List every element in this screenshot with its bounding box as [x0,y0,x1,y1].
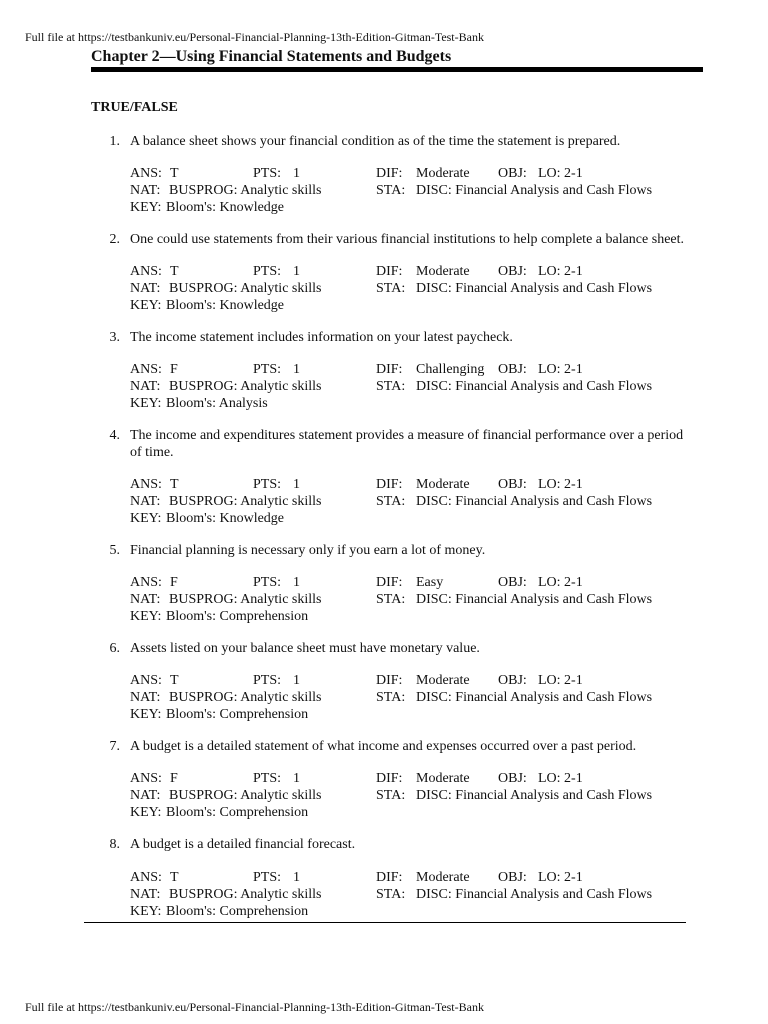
key-value: Bloom's: Comprehension [166,904,309,919]
key-label: KEY: [130,396,162,411]
question-1 [0,133,768,150]
question-6 [0,640,768,657]
nat-value: BUSPROG: Analytic skills [169,788,322,803]
nat-value: BUSPROG: Analytic skills [169,690,322,705]
answer-meta-7 [0,770,768,821]
sta-value: DISC: Financial Analysis and Cash Flows [416,494,653,509]
sta-value: DISC: Financial Analysis and Cash Flows [416,592,653,607]
question-number: 1. [109,134,120,149]
sta-label: STA: [376,690,406,705]
sta-label: STA: [376,183,406,198]
question-8 [0,836,768,853]
question-5 [0,542,768,559]
key-label: KEY: [130,805,162,820]
ans-label: ANS: [130,673,162,688]
key-value: Bloom's: Knowledge [166,298,285,313]
dif-value: Challenging [416,362,485,377]
pts-value: 1 [293,673,300,688]
pts-value: 1 [293,477,300,492]
obj-value: LO: 2-1 [538,771,583,786]
answer-meta-5 [0,574,768,625]
question-text: The income and expenditures statement provides a measure of financial performance over a period of time. [130,428,684,460]
key-label: KEY: [130,200,162,215]
sta-label: STA: [376,887,406,902]
obj-label: OBJ: [498,575,527,590]
ans-value: T [170,166,179,181]
sta-value: DISC: Financial Analysis and Cash Flows [416,379,653,394]
dif-label: DIF: [376,166,403,181]
key-label: KEY: [130,511,162,526]
key-label: KEY: [130,904,162,919]
nat-label: NAT: [130,379,161,394]
pts-label: PTS: [253,477,282,492]
key-value: Bloom's: Analysis [166,396,268,411]
key-label: KEY: [130,609,162,624]
question-text: Financial planning is necessary only if you earn a lot of money. [130,543,486,558]
dif-value: Moderate [416,771,470,786]
sta-label: STA: [376,379,406,394]
pts-value: 1 [293,362,300,377]
pts-value: 1 [293,870,300,885]
question-text: A balance sheet shows your financial condition as of the time the statement is prepared. [130,134,621,149]
nat-value: BUSPROG: Analytic skills [169,183,322,198]
pts-label: PTS: [253,166,282,181]
question-number: 8. [109,837,120,852]
dif-value: Moderate [416,477,470,492]
pts-label: PTS: [253,575,282,590]
pts-label: PTS: [253,362,282,377]
key-label: KEY: [130,298,162,313]
section-heading: TRUE/FALSE [91,100,178,115]
answer-meta-4 [0,476,768,527]
sta-value: DISC: Financial Analysis and Cash Flows [416,788,653,803]
question-2 [0,231,768,248]
question-text: The income statement includes information on your latest paycheck. [130,330,513,345]
dif-label: DIF: [376,771,403,786]
nat-label: NAT: [130,494,161,509]
ans-value: T [170,870,179,885]
dif-value: Moderate [416,264,470,279]
question-text: One could use statements from their various financial institutions to help complete a balance sheet. [130,232,685,247]
obj-label: OBJ: [498,166,527,181]
question-number: 4. [109,428,120,443]
sta-label: STA: [376,788,406,803]
footer-source-link[interactable]: Full file at https://testbankuniv.eu/Personal-Financial-Planning-13th-Edition-Gitman-Test-Bank [25,1000,484,1014]
chapter-title: Chapter 2—Using Financial Statements and Budgets [91,48,452,65]
key-label: KEY: [130,707,162,722]
dif-label: DIF: [376,673,403,688]
pts-value: 1 [293,264,300,279]
pts-label: PTS: [253,771,282,786]
obj-label: OBJ: [498,362,527,377]
sta-label: STA: [376,494,406,509]
ans-label: ANS: [130,771,162,786]
nat-label: NAT: [130,690,161,705]
header-source-link[interactable]: Full file at https://testbankuniv.eu/Personal-Financial-Planning-13th-Edition-Gitman-Test-Bank [25,30,484,44]
question-3 [0,329,768,346]
nat-value: BUSPROG: Analytic skills [169,494,322,509]
nat-label: NAT: [130,592,161,607]
ans-label: ANS: [130,362,162,377]
dif-value: Moderate [416,870,470,885]
ans-label: ANS: [130,575,162,590]
nat-label: NAT: [130,887,161,902]
pts-value: 1 [293,166,300,181]
ans-value: F [170,771,178,786]
answer-meta-6 [0,672,768,723]
key-value: Bloom's: Knowledge [166,200,285,215]
dif-label: DIF: [376,477,403,492]
ans-label: ANS: [130,166,162,181]
obj-value: LO: 2-1 [538,575,583,590]
question-number: 2. [109,232,120,247]
obj-value: LO: 2-1 [538,362,583,377]
question-number: 5. [109,543,120,558]
ans-label: ANS: [130,870,162,885]
obj-value: LO: 2-1 [538,166,583,181]
dif-value: Moderate [416,673,470,688]
nat-label: NAT: [130,281,161,296]
nat-value: BUSPROG: Analytic skills [169,379,322,394]
ans-value: T [170,673,179,688]
pts-label: PTS: [253,870,282,885]
ans-label: ANS: [130,477,162,492]
ans-value: F [170,362,178,377]
obj-label: OBJ: [498,870,527,885]
obj-label: OBJ: [498,771,527,786]
question-text: Assets listed on your balance sheet must have monetary value. [130,641,480,656]
nat-value: BUSPROG: Analytic skills [169,592,322,607]
dif-label: DIF: [376,264,403,279]
nat-label: NAT: [130,183,161,198]
obj-label: OBJ: [498,673,527,688]
pts-value: 1 [293,575,300,590]
ans-label: ANS: [130,264,162,279]
obj-value: LO: 2-1 [538,264,583,279]
ans-value: T [170,264,179,279]
dif-value: Easy [416,575,444,590]
ans-value: F [170,575,178,590]
sta-value: DISC: Financial Analysis and Cash Flows [416,183,653,198]
answer-meta-1 [0,165,768,216]
dif-value: Moderate [416,166,470,181]
obj-label: OBJ: [498,264,527,279]
bottom-rule [84,922,686,923]
sta-label: STA: [376,592,406,607]
pts-label: PTS: [253,673,282,688]
pts-label: PTS: [253,264,282,279]
key-value: Bloom's: Comprehension [166,805,309,820]
question-text: A budget is a detailed statement of what income and expenses occurred over a past period. [130,739,637,754]
question-7 [0,738,768,755]
obj-value: LO: 2-1 [538,477,583,492]
sta-value: DISC: Financial Analysis and Cash Flows [416,281,653,296]
pts-value: 1 [293,771,300,786]
sta-value: DISC: Financial Analysis and Cash Flows [416,887,653,902]
key-value: Bloom's: Knowledge [166,511,285,526]
nat-label: NAT: [130,788,161,803]
ans-value: T [170,477,179,492]
answer-meta-8 [0,869,768,920]
dif-label: DIF: [376,362,403,377]
key-value: Bloom's: Comprehension [166,609,309,624]
question-number: 6. [109,641,120,656]
question-number: 7. [109,739,120,754]
dif-label: DIF: [376,870,403,885]
question-text: A budget is a detailed financial forecast. [130,837,356,852]
dif-label: DIF: [376,575,403,590]
question-4 [0,427,768,461]
obj-value: LO: 2-1 [538,673,583,688]
nat-value: BUSPROG: Analytic skills [169,887,322,902]
nat-value: BUSPROG: Analytic skills [169,281,322,296]
question-number: 3. [109,330,120,345]
sta-label: STA: [376,281,406,296]
sta-value: DISC: Financial Analysis and Cash Flows [416,690,653,705]
answer-meta-3 [0,361,768,412]
obj-value: LO: 2-1 [538,870,583,885]
key-value: Bloom's: Comprehension [166,707,309,722]
answer-meta-2 [0,263,768,314]
obj-label: OBJ: [498,477,527,492]
